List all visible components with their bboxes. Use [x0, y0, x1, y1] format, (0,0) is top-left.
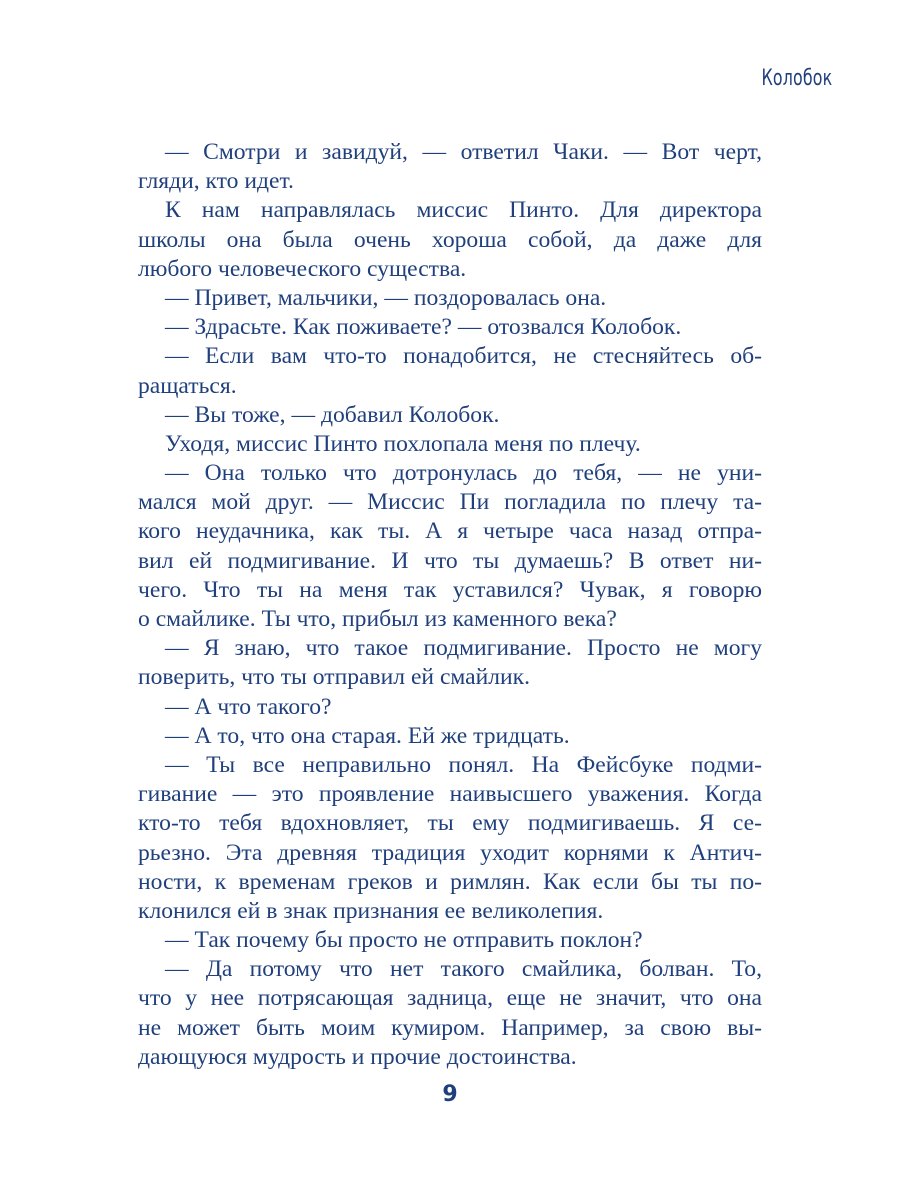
body-text [138, 138, 762, 1072]
text-line: вил ей подмигивание. И что ты думаешь? В ответ ни- [138, 547, 762, 574]
text-line: кто-то тебя вдохновляет, ты ему подмигиваешь. Я се- [138, 810, 762, 837]
running-head: Колобок [761, 66, 832, 91]
text-line: что у нее потрясающая задница, еще не значит, что она [138, 985, 762, 1012]
text-line: — Она только что дотронулась до тебя, — не уни- [165, 460, 762, 487]
text-line: гляди, кто идет. [138, 168, 294, 195]
text-line: — Здрасьте. Как поживаете? — отозвался Колобок. [165, 314, 682, 341]
text-line: дающуюся мудрость и прочие достоинства. [138, 1043, 577, 1070]
text-line: любого человеческого существа. [138, 255, 467, 282]
text-line: не может быть моим кумиром. Например, за свою вы- [138, 1014, 762, 1041]
text-line: гивание — это проявление наивысшего уважения. Когда [138, 781, 762, 808]
text-line: чего. Что ты на меня так уставился? Чувак, я говорю [138, 576, 762, 603]
text-line: — Ты все неправильно понял. На Фейсбуке подми- [165, 751, 762, 778]
text-line: — Вы тоже, — добавил Колобок. [165, 401, 500, 428]
text-line: — Смотри и завидуй, — ответил Чаки. — Вот черт, [165, 139, 762, 165]
page-number: 9 [442, 1082, 458, 1107]
text-line: ности, к временам греков и римлян. Как если бы ты по- [138, 868, 762, 895]
text-line: Уходя, миссис Пинто похлопала меня по плечу. [165, 430, 641, 457]
text-line: мался мой друг. — Миссис Пи погладила по плечу та- [138, 489, 762, 516]
text-line: кого неудачника, как ты. А я четыре часа назад отпра- [138, 518, 762, 545]
text-line: — А что такого? [165, 693, 332, 720]
text-line: поверить, что ты отправил ей смайлик. [138, 664, 531, 691]
text-line: — Так почему бы просто не отправить поклон? [165, 927, 643, 954]
text-line: о смайлике. Ты что, прибыл из каменного века? [138, 606, 617, 632]
text-line: — Да потому что нет такого смайлика, болван. То, [165, 956, 762, 983]
text-line: рьезно. Эта древняя традиция уходит корнями к Антич- [138, 839, 762, 866]
text-line: школы она была очень хороша собой, да даже для [138, 226, 762, 253]
text-line: — Привет, мальчики, — поздоровалась она. [165, 284, 607, 311]
text-line: — Я знаю, что такое подмигивание. Просто не могу [165, 635, 762, 662]
text-line: К нам направлялась миссис Пинто. Для директора [165, 197, 762, 224]
text-line: — А то, что она старая. Ей же тридцать. [165, 722, 570, 749]
text-line: — Если вам что-то понадобится, не стесняйтесь об- [165, 343, 762, 370]
text-line: клонился ей в знак признания ее великолепия. [138, 897, 604, 924]
text-line: ращаться. [138, 372, 237, 399]
